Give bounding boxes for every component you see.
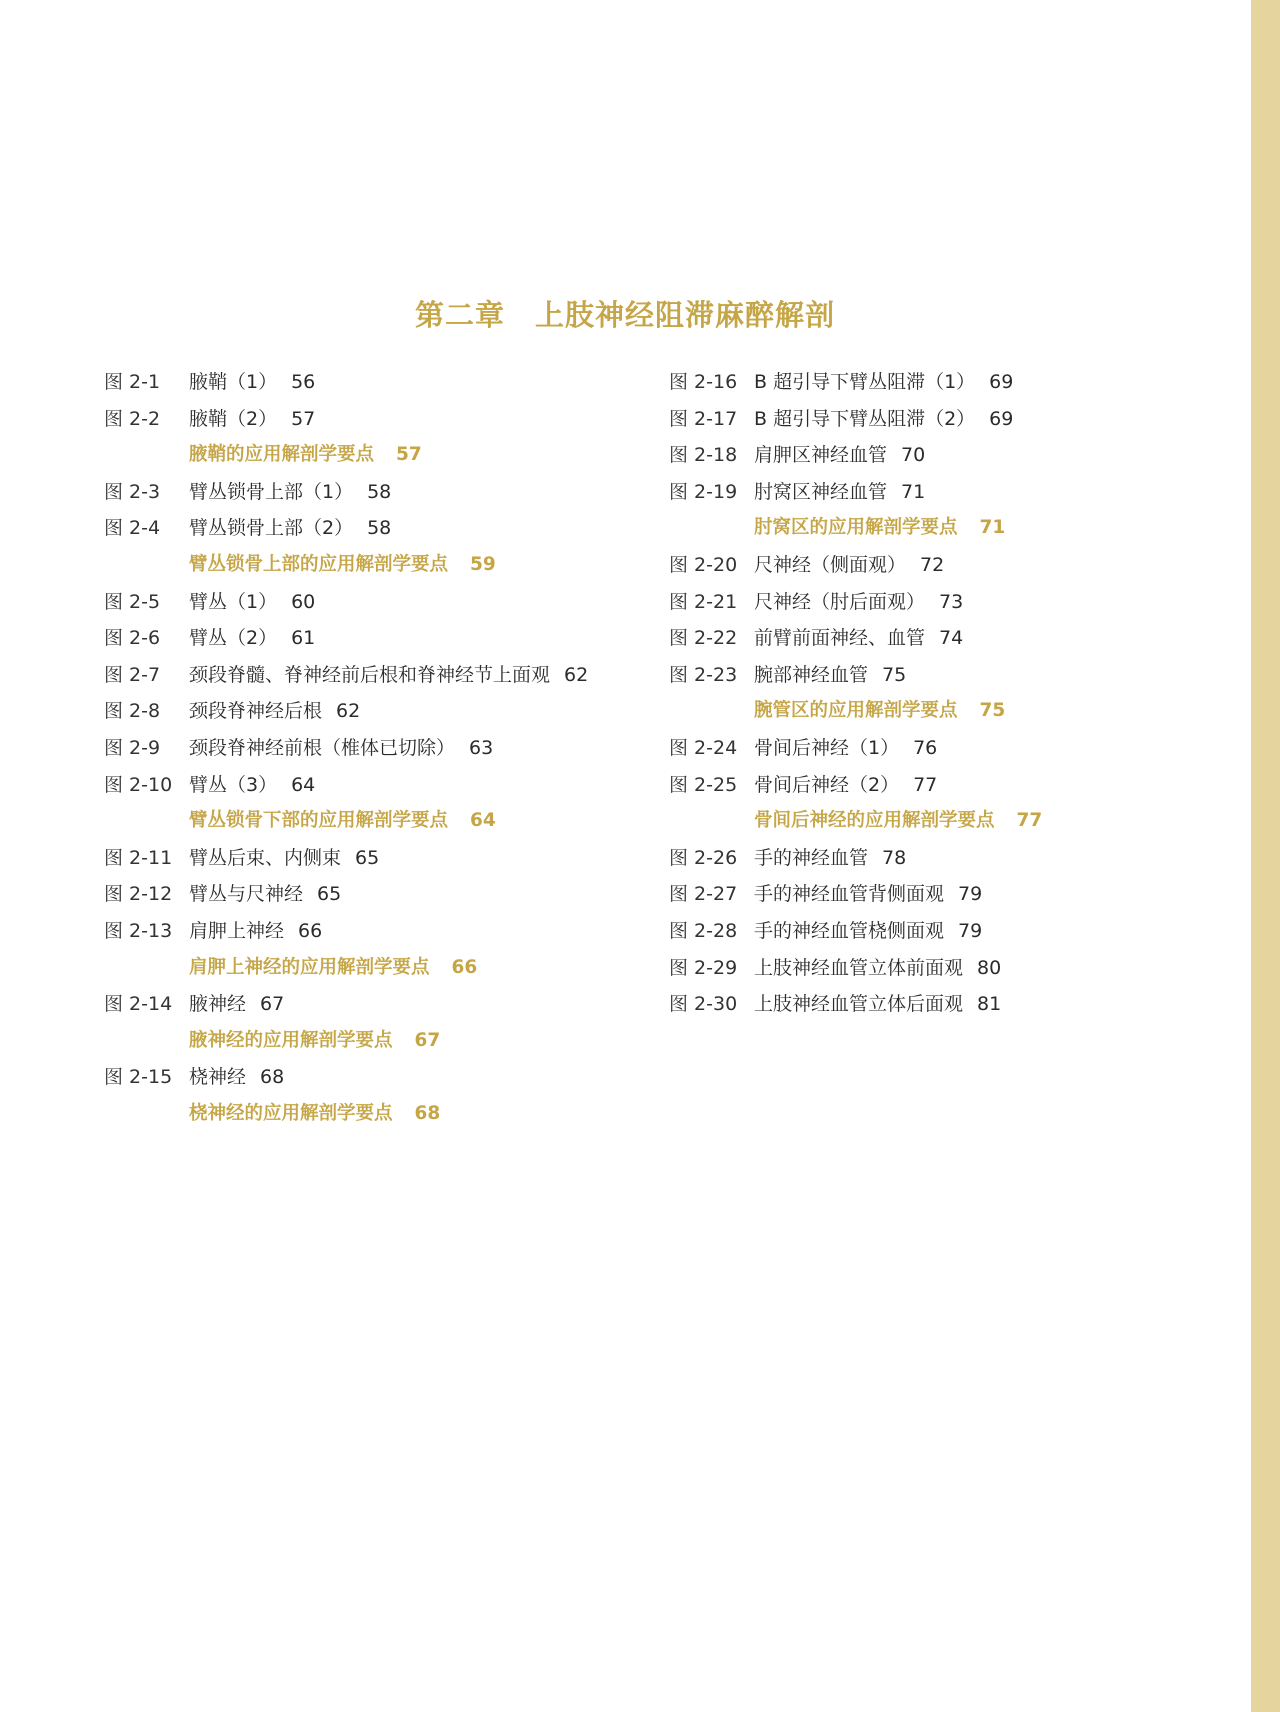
page-number: 67 bbox=[260, 993, 285, 1016]
toc-figure-entry bbox=[104, 693, 588, 730]
page-number: 77 bbox=[1016, 810, 1043, 832]
page-number: 75 bbox=[882, 663, 907, 686]
toc-key-points-entry bbox=[104, 950, 588, 987]
figure-title: 颈段脊髓、脊神经前后根和脊神经节上面观 bbox=[189, 663, 551, 686]
page-number: 75 bbox=[979, 700, 1006, 722]
toc-figure-entry bbox=[104, 767, 588, 804]
figure-title: B 超引导下臂丛阻滞（2） bbox=[754, 407, 976, 430]
page-number: 62 bbox=[336, 700, 361, 723]
figure-title: 手的神经血管桡侧面观 bbox=[754, 919, 945, 942]
toc-figure-entry bbox=[669, 876, 1042, 913]
figure-title: 上肢神经血管立体前面观 bbox=[754, 956, 964, 979]
page-number: 63 bbox=[469, 736, 494, 759]
figure-number: 图 2-2 bbox=[104, 407, 161, 430]
page-number: 73 bbox=[939, 590, 964, 613]
page-number: 69 bbox=[989, 407, 1014, 430]
key-points-title: 肘窝区的应用解剖学要点 bbox=[754, 517, 958, 539]
toc-figure-entry bbox=[104, 1059, 588, 1096]
toc-key-points-entry bbox=[669, 803, 1042, 840]
figure-number: 图 2-8 bbox=[104, 700, 161, 723]
page-number: 58 bbox=[367, 480, 392, 503]
toc-key-points-entry bbox=[104, 803, 588, 840]
figure-title: 腋神经 bbox=[189, 993, 247, 1016]
toc-key-points-entry bbox=[669, 693, 1042, 730]
toc-figure-entry bbox=[669, 474, 1042, 511]
page-number: 76 bbox=[913, 736, 938, 759]
toc-key-points-entry bbox=[104, 1096, 588, 1133]
figure-title: 骨间后神经（1） bbox=[754, 736, 900, 759]
key-points-title: 桡神经的应用解剖学要点 bbox=[189, 1102, 393, 1124]
toc-figure-entry bbox=[669, 657, 1042, 694]
toc-figure-entry bbox=[669, 584, 1042, 621]
page-number: 57 bbox=[396, 444, 422, 466]
figure-title: 臂丛后束、内侧束 bbox=[189, 846, 342, 869]
figure-number: 图 2-5 bbox=[104, 590, 161, 613]
page-number: 67 bbox=[414, 1029, 441, 1051]
key-points-title: 腋神经的应用解剖学要点 bbox=[189, 1029, 393, 1051]
toc-figure-entry bbox=[104, 657, 588, 694]
toc-key-points-entry bbox=[104, 547, 588, 584]
toc-figure-entry bbox=[104, 840, 588, 877]
page-number: 64 bbox=[291, 773, 316, 796]
toc-key-points-entry bbox=[104, 437, 588, 474]
figure-number: 图 2-23 bbox=[669, 663, 738, 686]
figure-number: 图 2-17 bbox=[669, 407, 738, 430]
figure-number: 图 2-10 bbox=[104, 773, 173, 796]
page-number: 70 bbox=[901, 444, 926, 467]
figure-title: 臂丛（1） bbox=[189, 590, 278, 613]
page-number: 66 bbox=[298, 919, 323, 942]
toc-figure-entry bbox=[104, 474, 588, 511]
figure-title: 上肢神经血管立体后面观 bbox=[754, 993, 964, 1016]
page-number: 78 bbox=[882, 846, 907, 869]
toc-figure-entry bbox=[669, 401, 1042, 438]
page-number: 57 bbox=[291, 407, 316, 430]
toc-figure-entry bbox=[104, 730, 588, 767]
toc-figure-entry bbox=[669, 364, 1042, 401]
figure-title: 肩胛区神经血管 bbox=[754, 444, 888, 467]
key-points-title: 骨间后神经的应用解剖学要点 bbox=[754, 810, 995, 832]
figure-number: 图 2-29 bbox=[669, 956, 738, 979]
figure-number: 图 2-19 bbox=[669, 480, 738, 503]
figure-title: 腕部神经血管 bbox=[754, 663, 869, 686]
figure-number: 图 2-11 bbox=[104, 846, 173, 869]
figure-number: 图 2-1 bbox=[104, 371, 161, 393]
page-number: 79 bbox=[958, 883, 983, 906]
figure-number: 图 2-25 bbox=[669, 773, 738, 796]
figure-title: 颈段脊神经后根 bbox=[189, 700, 323, 723]
figure-title: 臂丛锁骨上部（2） bbox=[189, 517, 354, 540]
figure-title: 臂丛锁骨上部（1） bbox=[189, 480, 354, 503]
figure-number: 图 2-14 bbox=[104, 993, 173, 1016]
toc-figure-entry bbox=[669, 767, 1042, 804]
figure-number: 图 2-13 bbox=[104, 919, 173, 942]
toc-left-column bbox=[104, 364, 588, 1132]
toc-key-points-entry bbox=[104, 1023, 588, 1060]
figure-number: 图 2-24 bbox=[669, 736, 738, 759]
figure-title: B 超引导下臂丛阻滞（1） bbox=[754, 371, 976, 393]
page-number: 66 bbox=[451, 956, 478, 978]
page-number: 72 bbox=[920, 553, 945, 576]
page-number: 71 bbox=[901, 480, 926, 503]
page-number: 56 bbox=[291, 371, 316, 393]
chapter-title: 第二章 上肢神经阻滞麻醉解剖 bbox=[414, 298, 835, 332]
figure-number: 图 2-4 bbox=[104, 517, 161, 540]
toc-figure-entry bbox=[669, 437, 1042, 474]
figure-number: 图 2-28 bbox=[669, 919, 738, 942]
page-number: 61 bbox=[291, 627, 316, 650]
toc-figure-entry bbox=[104, 584, 588, 621]
toc-figure-entry bbox=[104, 986, 588, 1023]
figure-title: 手的神经血管背侧面观 bbox=[754, 883, 945, 906]
figure-title: 肘窝区神经血管 bbox=[754, 480, 888, 503]
figure-number: 图 2-30 bbox=[669, 993, 738, 1016]
page-number: 68 bbox=[260, 1066, 285, 1089]
figure-number: 图 2-26 bbox=[669, 846, 738, 869]
figure-title: 手的神经血管 bbox=[754, 846, 869, 869]
figure-title: 桡神经 bbox=[189, 1066, 247, 1089]
figure-title: 前臂前面神经、血管 bbox=[754, 627, 926, 650]
figure-title: 腋鞘（1） bbox=[189, 371, 278, 393]
figure-number: 图 2-21 bbox=[669, 590, 738, 613]
toc-figure-entry bbox=[669, 620, 1042, 657]
toc-figure-entry bbox=[104, 401, 588, 438]
page-edge-bar bbox=[1251, 0, 1280, 1712]
figure-title: 尺神经（肘后面观） bbox=[754, 590, 926, 613]
key-points-title: 肩胛上神经的应用解剖学要点 bbox=[189, 956, 430, 978]
toc-figure-entry bbox=[669, 840, 1042, 877]
page-number: 60 bbox=[291, 590, 316, 613]
figure-title: 尺神经（侧面观） bbox=[754, 553, 907, 576]
page-number: 65 bbox=[317, 883, 342, 906]
toc-figure-entry bbox=[104, 620, 588, 657]
toc-figure-entry bbox=[104, 364, 588, 401]
figure-title: 臂丛（3） bbox=[189, 773, 278, 796]
figure-number: 图 2-27 bbox=[669, 883, 738, 906]
page-number: 62 bbox=[564, 663, 589, 686]
toc-key-points-entry bbox=[669, 510, 1042, 547]
toc-figure-entry bbox=[104, 913, 588, 950]
page-number: 68 bbox=[414, 1102, 441, 1124]
toc-figure-entry bbox=[669, 986, 1042, 1023]
toc-figure-entry bbox=[669, 913, 1042, 950]
toc-figure-entry bbox=[669, 547, 1042, 584]
page-number: 65 bbox=[355, 846, 380, 869]
toc-figure-entry bbox=[669, 950, 1042, 987]
page-number: 80 bbox=[977, 956, 1002, 979]
key-points-title: 臂丛锁骨下部的应用解剖学要点 bbox=[189, 810, 449, 832]
key-points-title: 臂丛锁骨上部的应用解剖学要点 bbox=[189, 553, 449, 575]
figure-number: 图 2-16 bbox=[669, 371, 738, 393]
figure-number: 图 2-18 bbox=[669, 444, 738, 467]
figure-number: 图 2-6 bbox=[104, 627, 161, 650]
figure-number: 图 2-15 bbox=[104, 1066, 173, 1089]
page-number: 81 bbox=[977, 993, 1002, 1016]
page-number: 64 bbox=[470, 810, 496, 832]
figure-title: 颈段脊神经前根（椎体已切除） bbox=[189, 736, 456, 759]
page-number: 77 bbox=[913, 773, 938, 796]
page-number: 69 bbox=[989, 371, 1014, 393]
page-number: 74 bbox=[939, 627, 964, 650]
figure-number: 图 2-3 bbox=[104, 480, 161, 503]
toc-figure-entry bbox=[669, 730, 1042, 767]
figure-number: 图 2-22 bbox=[669, 627, 738, 650]
figure-title: 臂丛与尺神经 bbox=[189, 883, 304, 906]
figure-number: 图 2-20 bbox=[669, 553, 738, 576]
figure-number: 图 2-9 bbox=[104, 736, 161, 759]
key-points-title: 腕管区的应用解剖学要点 bbox=[754, 700, 958, 722]
page-number: 59 bbox=[470, 553, 496, 575]
figure-number: 图 2-7 bbox=[104, 663, 161, 686]
page-number: 58 bbox=[367, 517, 392, 540]
page-number: 71 bbox=[979, 517, 1006, 539]
toc-right-column bbox=[669, 364, 1042, 1023]
toc-figure-entry bbox=[104, 876, 588, 913]
figure-title: 臂丛（2） bbox=[189, 627, 278, 650]
page-number: 79 bbox=[958, 919, 983, 942]
figure-number: 图 2-12 bbox=[104, 883, 173, 906]
figure-title: 腋鞘（2） bbox=[189, 407, 278, 430]
figure-title: 肩胛上神经 bbox=[189, 919, 285, 942]
toc-figure-entry bbox=[104, 510, 588, 547]
key-points-title: 腋鞘的应用解剖学要点 bbox=[189, 444, 375, 466]
figure-title: 骨间后神经（2） bbox=[754, 773, 900, 796]
